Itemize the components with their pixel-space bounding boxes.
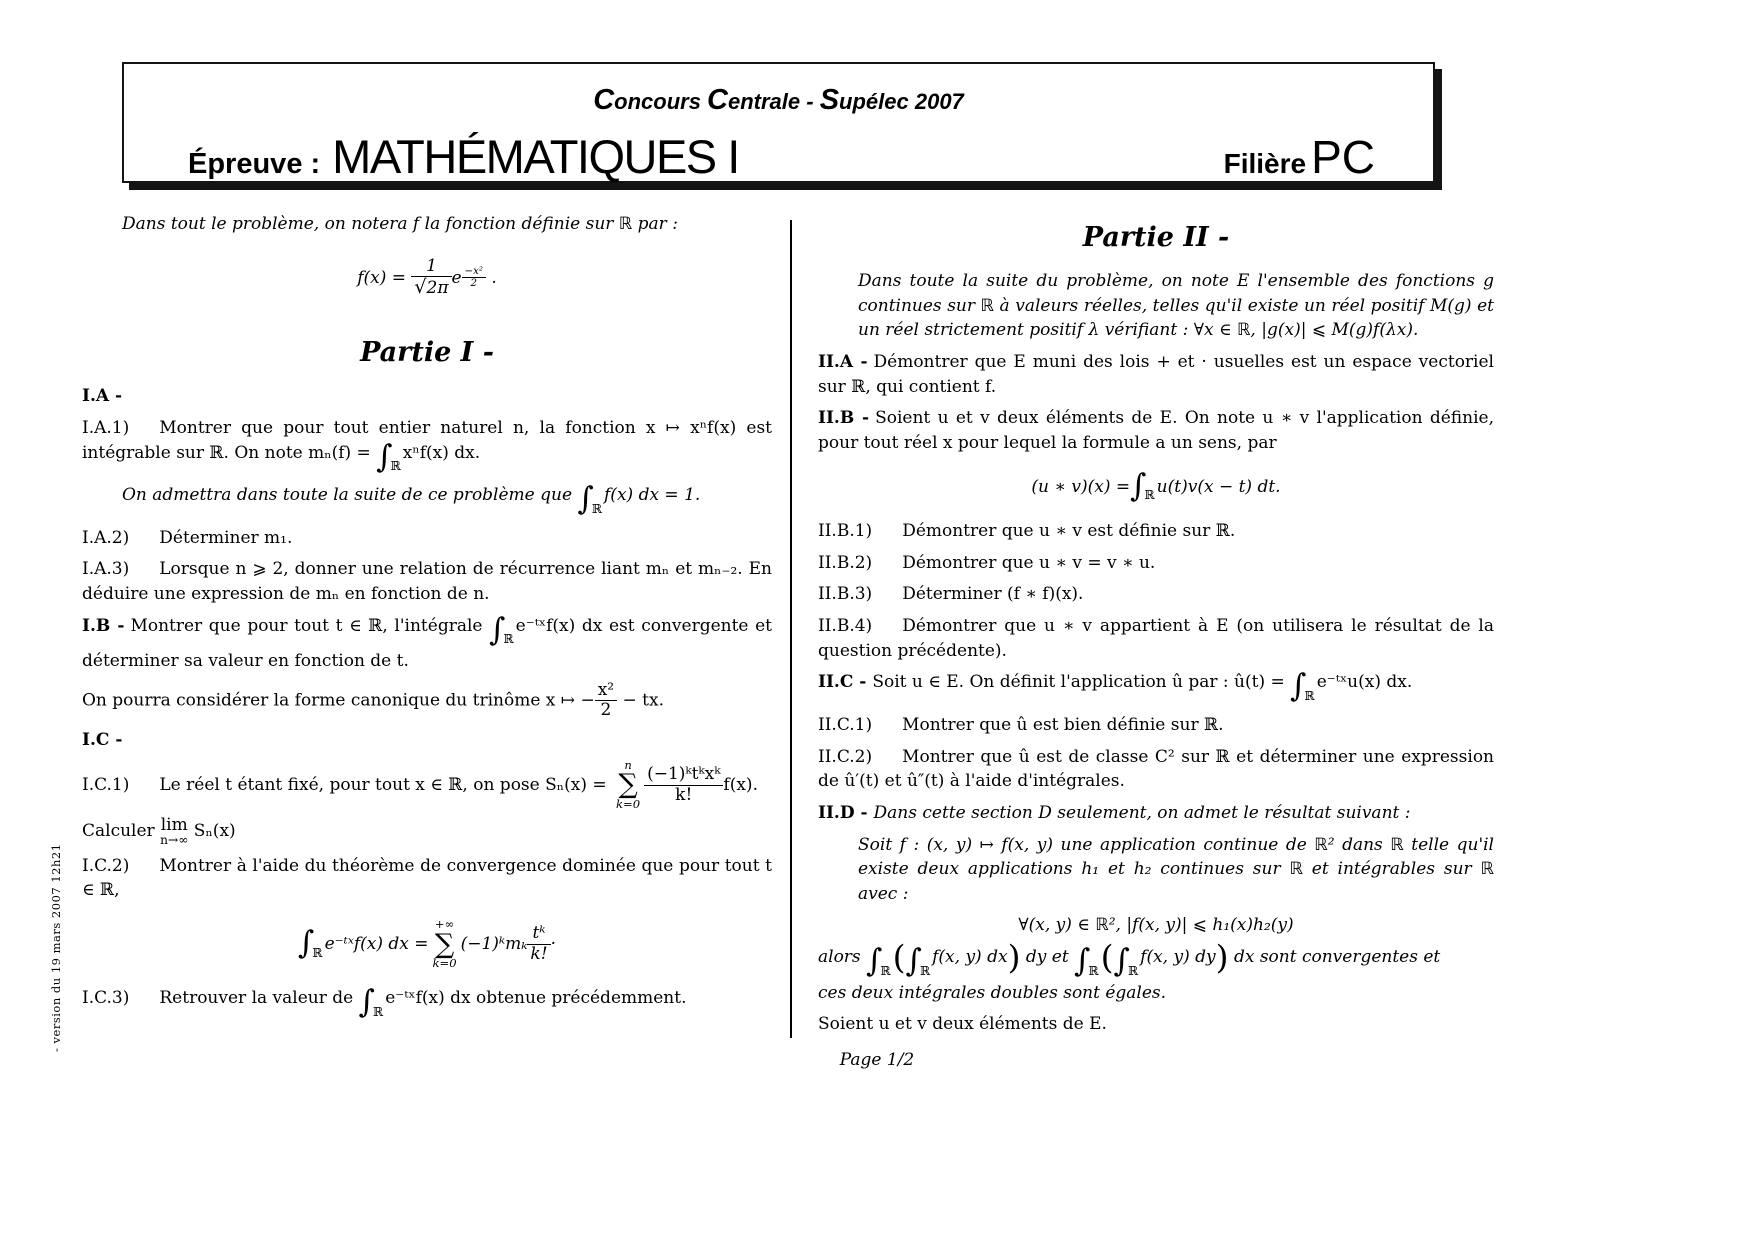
- contest-text: entrale -: [728, 89, 820, 114]
- section-label: II.D -: [818, 802, 868, 823]
- fraction-numerator: x²: [597, 679, 615, 700]
- formula-f-definition: [82, 257, 772, 299]
- lim-subscript: n→∞: [160, 833, 189, 848]
- fraction-denominator: k!: [527, 944, 550, 965]
- question-text: Montrer que û est bien définie sur ℝ.: [902, 714, 1224, 735]
- question-label: I.C.1): [82, 774, 130, 795]
- part-ii-title: Partie II -: [1082, 222, 1230, 253]
- formula-text: e⁻ᵗˣf(x) dx =: [324, 934, 429, 955]
- formula-text: (−1)ᵏmₖ: [460, 934, 528, 955]
- question-label: I.A.1): [82, 417, 130, 438]
- text: Calculer: [82, 821, 161, 842]
- fraction: [411, 257, 451, 299]
- integral-sign: ∫: [358, 983, 376, 1020]
- integral-subscript: ℝ: [1088, 963, 1099, 978]
- note-text: On admettra dans toute la suite de ce problème que: [122, 485, 578, 506]
- integral-subscript: ℝ: [591, 501, 603, 516]
- question-text: xⁿf(x) dx.: [402, 442, 481, 463]
- question-text: Dans cette section D seulement, on admet le résultat suivant :: [873, 802, 1411, 823]
- question-text: Montrer que pour tout t ∈ ℝ, l'intégrale: [130, 615, 490, 636]
- question-label: I.C.3): [82, 987, 130, 1008]
- exam-title: MATHÉMATIQUES I: [332, 130, 739, 184]
- question-text: e⁻ᵗˣf(x) dx est convergente et déterminer sa valeur en fonction de t.: [82, 615, 772, 672]
- iid-hypothesis: Soit f : (x, y) ↦ f(x, y) une application continue de ℝ² dans ℝ telle qu'il existe deux applications h₁ et h₂ continues sur ℝ et intégrables sur ℝ avec :: [858, 834, 1494, 904]
- question-label: II.B.2): [818, 552, 873, 573]
- euler-e: e: [451, 267, 462, 288]
- integral-subscript: ℝ: [1304, 689, 1315, 704]
- question-text: Lorsque n ⩾ 2, donner une relation de récurrence liant mₙ et mₙ₋₂. En déduire une expression de mₙ en fonction de n.: [82, 559, 772, 604]
- text: dx sont convergentes et: [1228, 947, 1441, 968]
- left-paren: (: [1100, 937, 1114, 977]
- question-text: Montrer que û est de classe C² sur ℝ et déterminer une expression de û′(t) et û″(t) à l'aide d'intégrales.: [818, 746, 1494, 792]
- question-text: Démontrer que u ∗ v appartient à E (on utilisera le résultat de la question précédente).: [818, 616, 1494, 661]
- section-label: II.C -: [818, 672, 867, 693]
- question-iic: [818, 670, 1494, 706]
- question-text: e⁻ᵗˣf(x) dx obtenue précédemment.: [385, 987, 687, 1008]
- formula-period: .: [491, 267, 497, 288]
- fraction: [595, 681, 617, 721]
- sqrt-sign: √: [414, 276, 427, 299]
- integral-sign: ∫: [1290, 668, 1307, 705]
- fraction-numerator: −x²: [464, 265, 483, 277]
- text: dy et: [1020, 947, 1075, 968]
- integral-subscript: ℝ: [312, 945, 323, 960]
- question-ic1: [82, 757, 772, 811]
- question-text: Déterminer m₁.: [159, 527, 293, 548]
- integral-subscript: ℝ: [390, 459, 401, 474]
- question-text: Soient u et v deux éléments de E. On note u ∗ v l'application définie, pour tout réel x pour lequel la formule a un sens, par: [818, 408, 1494, 453]
- part-i-title: Partie I -: [360, 337, 494, 369]
- integral-operator: [1130, 467, 1157, 506]
- formula-convolution: [818, 467, 1494, 506]
- contest-line: [124, 79, 1433, 121]
- integral-operator: [905, 942, 933, 979]
- soient-outro: Soient u et v deux éléments de E.: [818, 1014, 1107, 1035]
- sum-upper-limit: n: [624, 757, 632, 772]
- contest-text: oncours: [614, 89, 708, 114]
- question-ic3: [82, 983, 772, 1022]
- question-label: II.C.2): [818, 746, 873, 767]
- fraction-numerator: tᵏ: [532, 923, 546, 944]
- integral-sign: ∫: [376, 438, 393, 475]
- sum-operator: [433, 919, 457, 970]
- question-ic2: [82, 854, 772, 903]
- contest-initial: S: [819, 84, 840, 116]
- admit-note: [82, 480, 772, 519]
- question-label: II.C.1): [818, 714, 873, 735]
- question-text: f(x).: [723, 774, 758, 795]
- epreuve-label: Épreuve :: [188, 148, 321, 181]
- sqrt-radicand: 2π: [426, 278, 449, 299]
- integral-sign: ∫: [866, 942, 883, 979]
- text: alors: [818, 947, 867, 968]
- section-label: I.B -: [82, 615, 125, 636]
- fraction-numerator: 1: [426, 255, 437, 276]
- fraction: [527, 924, 550, 964]
- integral-subscript: ℝ: [373, 1004, 384, 1019]
- sum-operator: [616, 757, 641, 811]
- integral-operator: [1290, 668, 1317, 705]
- formula-period: ·: [550, 934, 556, 955]
- formula-text: (u ∗ v)(x) =: [1031, 477, 1131, 498]
- question-iib2: [818, 551, 1494, 576]
- integral-sign: ∫: [577, 480, 594, 517]
- fraction-numerator: (−1)ᵏtᵏxᵏ: [647, 763, 721, 784]
- lim-word: lim: [160, 815, 188, 836]
- integral-subscript: ℝ: [880, 963, 891, 978]
- integral-operator: [358, 983, 386, 1020]
- question-text: Déterminer (f ∗ f)(x).: [902, 584, 1084, 605]
- question-iid: [818, 801, 1494, 826]
- sum-lower-limit: k=0: [616, 796, 641, 811]
- question-ia3: [82, 557, 772, 606]
- integral-operator: [577, 480, 604, 517]
- question-text: e⁻ᵗˣu(x) dx.: [1316, 672, 1413, 693]
- fraction-denominator: 2: [595, 700, 617, 721]
- integral-operator: [1074, 942, 1101, 979]
- problem-intro: Dans tout le problème, on notera f la fonction définie sur ℝ par :: [122, 214, 678, 234]
- contest-initial: C: [707, 84, 728, 116]
- question-iib3: [818, 582, 1494, 607]
- integral-sign: ∫: [1113, 942, 1130, 979]
- canonique-note: [82, 681, 772, 721]
- section-ic-title: I.C -: [82, 729, 123, 750]
- integral-sign: ∫: [1074, 942, 1091, 979]
- integral-sign: ∫: [905, 942, 922, 979]
- question-text: Montrer que pour tout entier naturel n, la fonction x ↦ xⁿf(x) est intégrable sur ℝ. On note mₙ(f) =: [82, 417, 772, 463]
- integral-subscript: ℝ: [1127, 963, 1139, 978]
- integral-subscript: ℝ: [503, 632, 514, 647]
- question-text: Démontrer que E muni des lois + et · usuelles est un espace vectoriel sur ℝ, qui contient f.: [818, 352, 1494, 397]
- integral-operator: [489, 611, 516, 648]
- fraction-denominator: 2: [462, 277, 486, 290]
- filiere-block: [1224, 124, 1375, 191]
- note-text: f(x) dx = 1.: [604, 485, 701, 506]
- contest-initial: C: [593, 84, 615, 116]
- sum-sign: ∑: [618, 769, 638, 801]
- right-paren: ): [1007, 937, 1021, 977]
- formula-ic2: [82, 919, 772, 970]
- question-label: II.B.1): [818, 521, 873, 542]
- section-ia-title: I.A -: [82, 386, 123, 407]
- question-text: Retrouver la valeur de: [159, 987, 359, 1008]
- sum-upper-limit: +∞: [434, 917, 455, 931]
- question-iib1: [818, 519, 1494, 544]
- contest-text: upélec 2007: [839, 89, 964, 114]
- fraction-denominator: k!: [644, 785, 723, 806]
- integral-operator: [866, 942, 893, 979]
- formula-text: u(t)v(x − t) dt.: [1156, 477, 1281, 498]
- note-text: On pourra considérer la forme canonique du trinôme x ↦ −: [82, 690, 595, 711]
- note-text: − tx.: [617, 690, 664, 711]
- question-iic2: [818, 745, 1494, 794]
- integral-operator: [298, 924, 325, 963]
- integral-sign: ∫: [489, 611, 506, 648]
- question-iib: [818, 406, 1494, 455]
- formula-text: f(x, y) dy: [1140, 947, 1216, 968]
- question-label: II.B.4): [818, 616, 873, 637]
- section-label: II.A -: [818, 352, 868, 373]
- integral-sign: ∫: [298, 924, 315, 961]
- question-text: Soit u ∈ E. On définit l'application û par : û(t) =: [872, 672, 1291, 693]
- formula-lhs: f(x) =: [357, 267, 406, 288]
- column-divider: [790, 220, 792, 1038]
- version-note: - version du 19 mars 2007 12h21: [49, 843, 63, 1052]
- right-column: [818, 212, 1494, 1044]
- question-text: Démontrer que u ∗ v est définie sur ℝ.: [902, 521, 1236, 542]
- header-title-row: [124, 121, 1433, 191]
- text: ces deux intégrales doubles sont égales.: [818, 982, 1167, 1003]
- page-number: Page 1/2: [839, 1050, 915, 1070]
- question-label: II.B.3): [818, 584, 873, 605]
- integral-subscript: ℝ: [1144, 488, 1155, 503]
- part-ii-intro: Dans toute la suite du problème, on note E l'ensemble des fonctions g continues sur ℝ à valeurs réelles, telles qu'il existe un réel positif M(g) et un réel strictement positif λ vérifiant : ∀x ∈ ℝ, |g(x)| ⩽ M(g)f(λx).: [858, 271, 1494, 341]
- section-label: II.B -: [818, 408, 870, 429]
- question-text: Démontrer que u ∗ v = v ∗ u.: [902, 552, 1156, 573]
- calculer-line: [82, 817, 772, 846]
- integral-sign: ∫: [1130, 467, 1147, 504]
- question-label: I.A.3): [82, 559, 130, 580]
- filiere-label: Filière: [1223, 148, 1307, 180]
- right-paren: ): [1215, 937, 1229, 977]
- left-paren: (: [892, 937, 906, 977]
- exam-header: [122, 62, 1435, 183]
- fraction: [644, 765, 723, 805]
- question-ib: [82, 611, 772, 674]
- text: Sₙ(x): [188, 821, 236, 842]
- left-column: [82, 212, 772, 1029]
- question-label: I.C.2): [82, 855, 130, 876]
- question-iib4: [818, 614, 1494, 663]
- filiere-value: PC: [1311, 131, 1375, 184]
- formula-text: f(x, y) dx: [932, 947, 1008, 968]
- question-ia1: [82, 416, 772, 476]
- alors-line: [818, 937, 1494, 1005]
- sum-sign: ∑: [434, 928, 455, 960]
- formula-domination: ∀(x, y) ∈ ℝ², |f(x, y)| ⩽ h₁(x)h₂(y): [1018, 915, 1294, 936]
- question-ia2: [82, 526, 772, 551]
- question-iia: [818, 350, 1494, 399]
- exponent-fraction: [462, 266, 486, 290]
- fraction-denominator: [411, 276, 451, 299]
- integral-subscript: ℝ: [919, 963, 931, 978]
- question-text: Montrer à l'aide du théorème de convergence dominée que pour tout t ∈ ℝ,: [82, 855, 772, 901]
- question-text: Le réel t étant fixé, pour tout x ∈ ℝ, on pose Sₙ(x) =: [159, 774, 613, 795]
- question-iic1: [818, 713, 1494, 738]
- integral-operator: [376, 438, 403, 475]
- integral-operator: [1113, 942, 1141, 979]
- limit-operator: [160, 817, 188, 846]
- sum-lower-limit: k=0: [432, 956, 457, 971]
- question-label: I.A.2): [82, 527, 130, 548]
